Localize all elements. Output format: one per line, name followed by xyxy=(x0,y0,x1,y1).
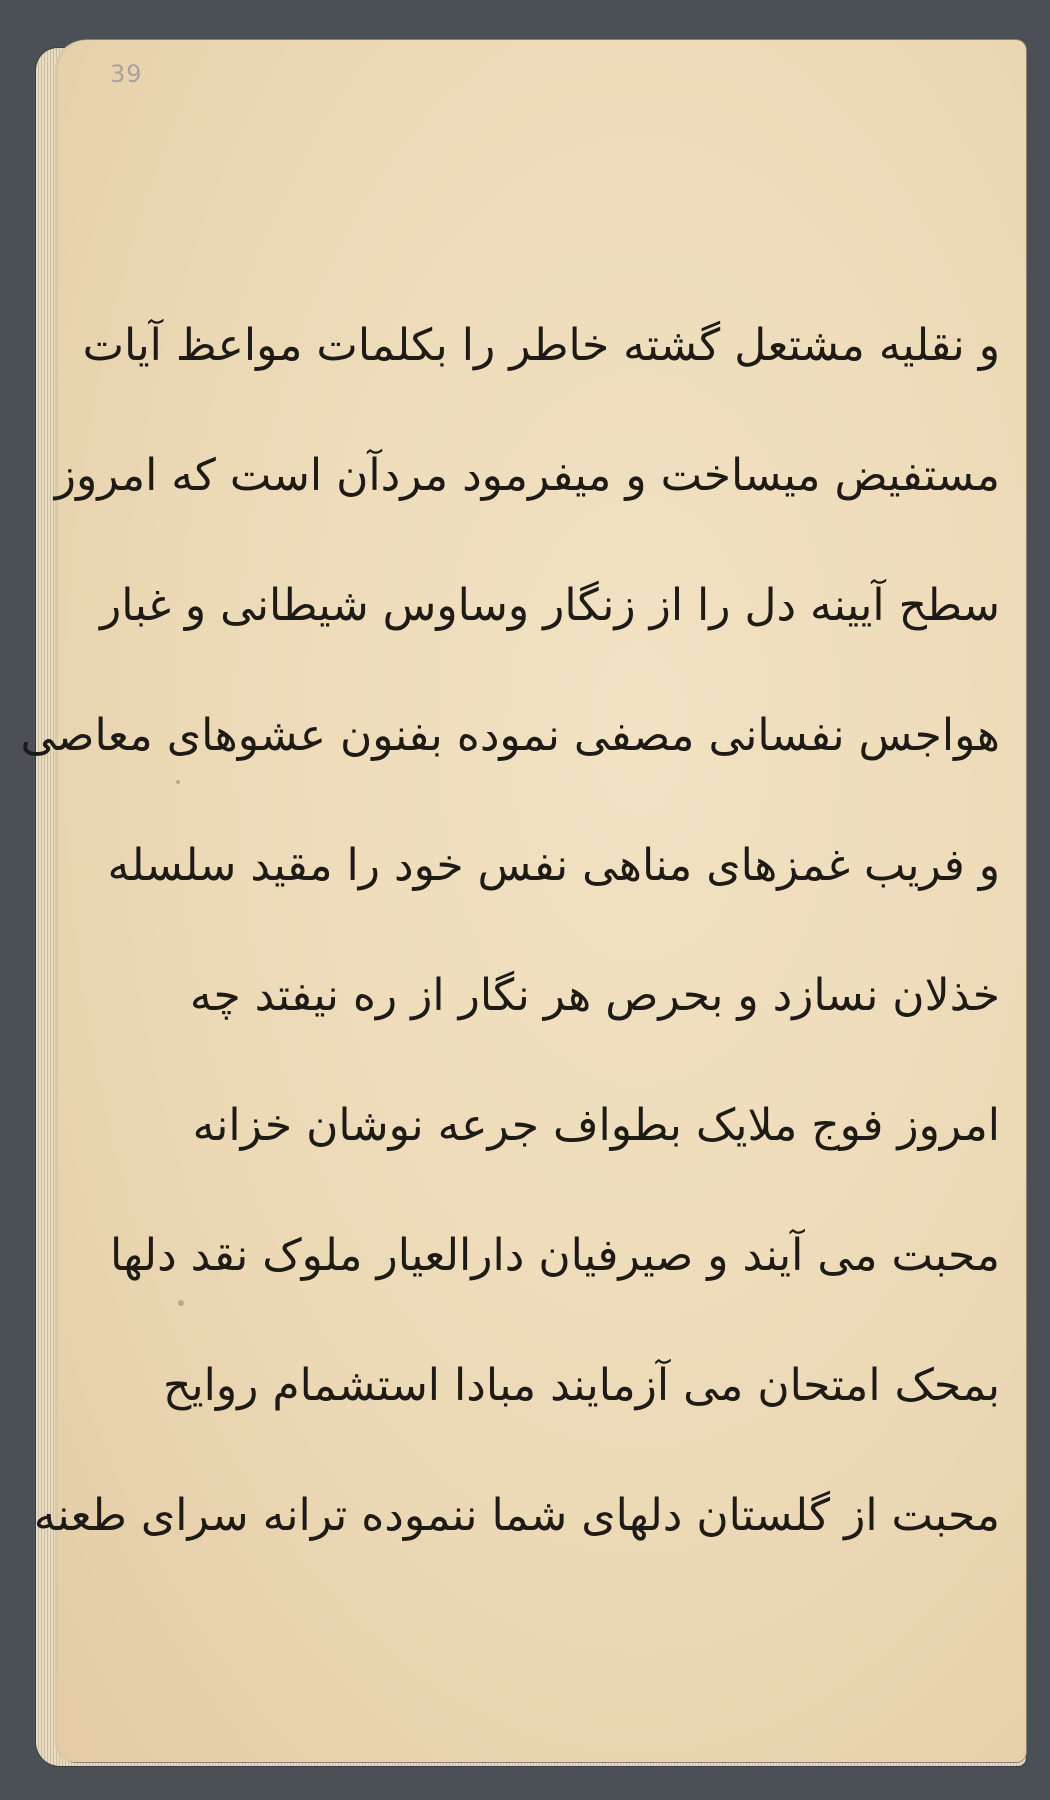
paper-speck xyxy=(176,780,180,784)
manuscript-line: امروز فوج ملایک بطواف جرعه نوشان خزانه xyxy=(192,1099,1000,1151)
manuscript-line: محبت از گلستان دلهای شما ننموده ترانه سرای طعنه xyxy=(33,1489,1000,1541)
manuscript-line: هواجس نفسانی مصفی نموده بفنون عشوهای معاصی xyxy=(20,709,1000,761)
manuscript-line: محبت می آیند و صیرفیان دارالعیار ملوک نقد دلها xyxy=(109,1229,1000,1281)
page-number: 39 xyxy=(110,60,143,88)
manuscript-line: خذلان نسازد و بحرص هر نگار از ره نیفتد چه xyxy=(189,969,1000,1021)
manuscript-line: و فریب غمزهای مناهی نفس خود را مقید سلسله xyxy=(107,839,1000,891)
manuscript-line: و نقلیه مشتعل گشته خاطر را بکلمات مواعظ آیات xyxy=(82,319,1000,371)
manuscript-line: مستفیض میساخت و میفرمود مردآن است که امروز xyxy=(54,449,1000,501)
manuscript-line: سطح آیینه دل را از زنگار وساوس شیطانی و غبار xyxy=(99,579,1000,631)
paper-speck xyxy=(178,1300,184,1306)
manuscript-text xyxy=(20,280,1000,1580)
manuscript-line: بمحک امتحان می آزمایند مبادا استشمام روایح xyxy=(162,1359,1000,1411)
